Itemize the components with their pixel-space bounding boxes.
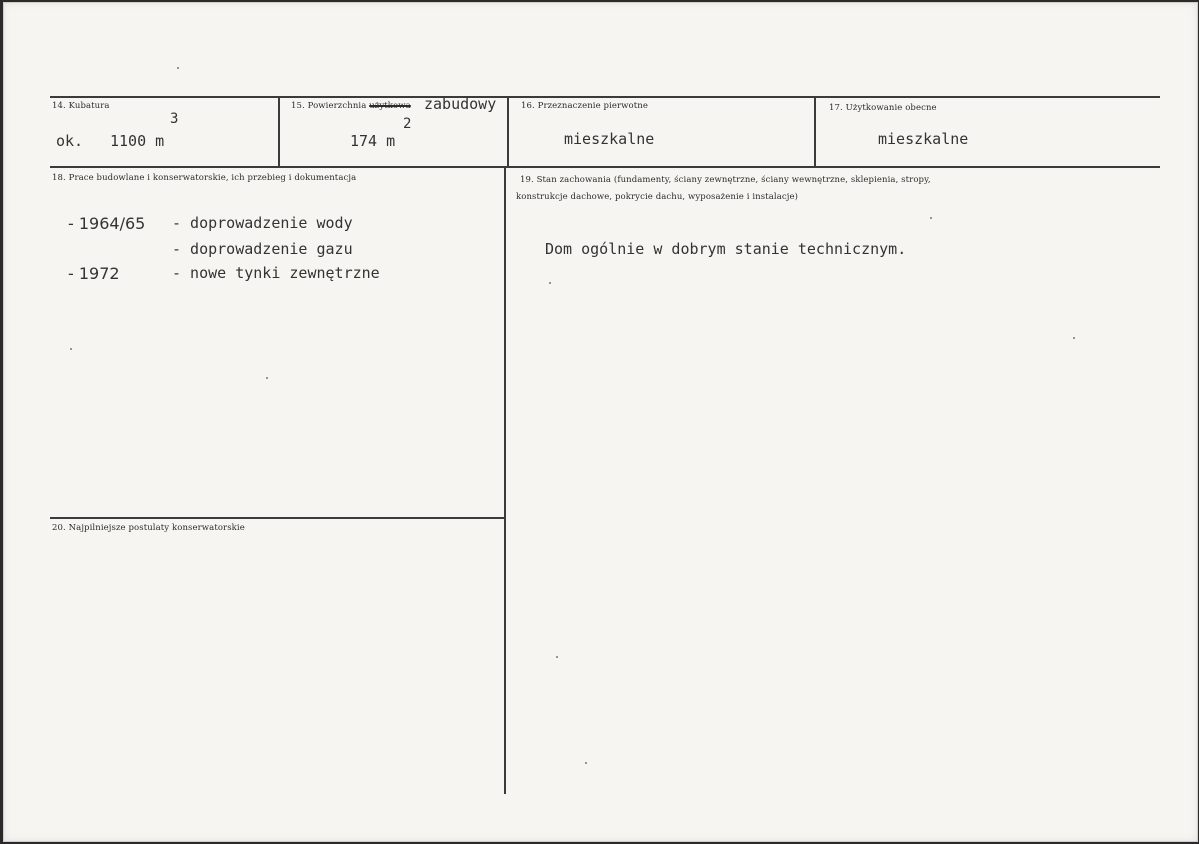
field-14-value: 1100 m (110, 132, 165, 150)
field-14-prefix: ok. (56, 132, 84, 150)
divider-main (504, 166, 506, 794)
field-15-label (291, 101, 411, 111)
paper-speck (177, 67, 179, 69)
paper-speck (70, 348, 72, 350)
top-rule (50, 96, 1160, 98)
divider-16-17 (814, 96, 816, 166)
field-17-value: mieszkalne (878, 130, 969, 148)
field-16-label: 16. Przeznaczenie pierwotne (521, 101, 648, 111)
field-16-value: mieszkalne (564, 130, 655, 148)
middle-rule (50, 166, 1160, 168)
paper-speck (585, 762, 587, 764)
field-18-entry-1-year: - 1964/65 (68, 214, 146, 233)
field-17-label: 17. Użytkowanie obecne (829, 103, 937, 113)
field-18-entry-3-text: - nowe tynki zewnętrzne (172, 264, 380, 282)
record-card (3, 2, 1198, 842)
paper-speck (549, 282, 551, 284)
field-18-label: 18. Prace budowlane i konserwatorskie, ich przebieg i dokumentacja (52, 173, 357, 183)
divider-14-15 (278, 96, 280, 166)
field-19-label-line-2: konstrukcje dachowe, pokrycie dachu, wyposażenie i instalacje) (516, 192, 799, 202)
field-18-entry-2-text: - doprowadzenie gazu (172, 240, 353, 258)
field-18-entry-3-year: - 1972 (68, 264, 120, 283)
field-15-superscript: 2 (403, 116, 412, 132)
field-19-value: Dom ogólnie w dobrym stanie technicznym. (545, 240, 907, 258)
divider-15-16 (507, 96, 509, 166)
paper-speck (266, 377, 268, 379)
field-14-superscript: 3 (170, 111, 179, 127)
lower-left-rule (50, 517, 504, 519)
paper-speck (930, 217, 932, 219)
field-18-entry-1-text: - doprowadzenie wody (172, 214, 353, 232)
paper-speck (1073, 337, 1075, 339)
paper-speck (556, 656, 558, 658)
field-20-label: 20. Najpilniejsze postulaty konserwatorskie (52, 523, 245, 533)
field-14-label: 14. Kubatura (52, 101, 110, 111)
field-15-label-start: 15. Powierzchnia (291, 101, 367, 111)
field-15-value: 174 m (350, 132, 396, 150)
field-15-label-struck: użytkowa (369, 101, 411, 111)
field-19-label-line-1: 19. Stan zachowania (fundamenty, ściany zewnętrzne, ściany wewnętrzne, sklepienia, stropy, (520, 175, 931, 185)
field-15-label-typed: zabudowy (424, 95, 497, 113)
